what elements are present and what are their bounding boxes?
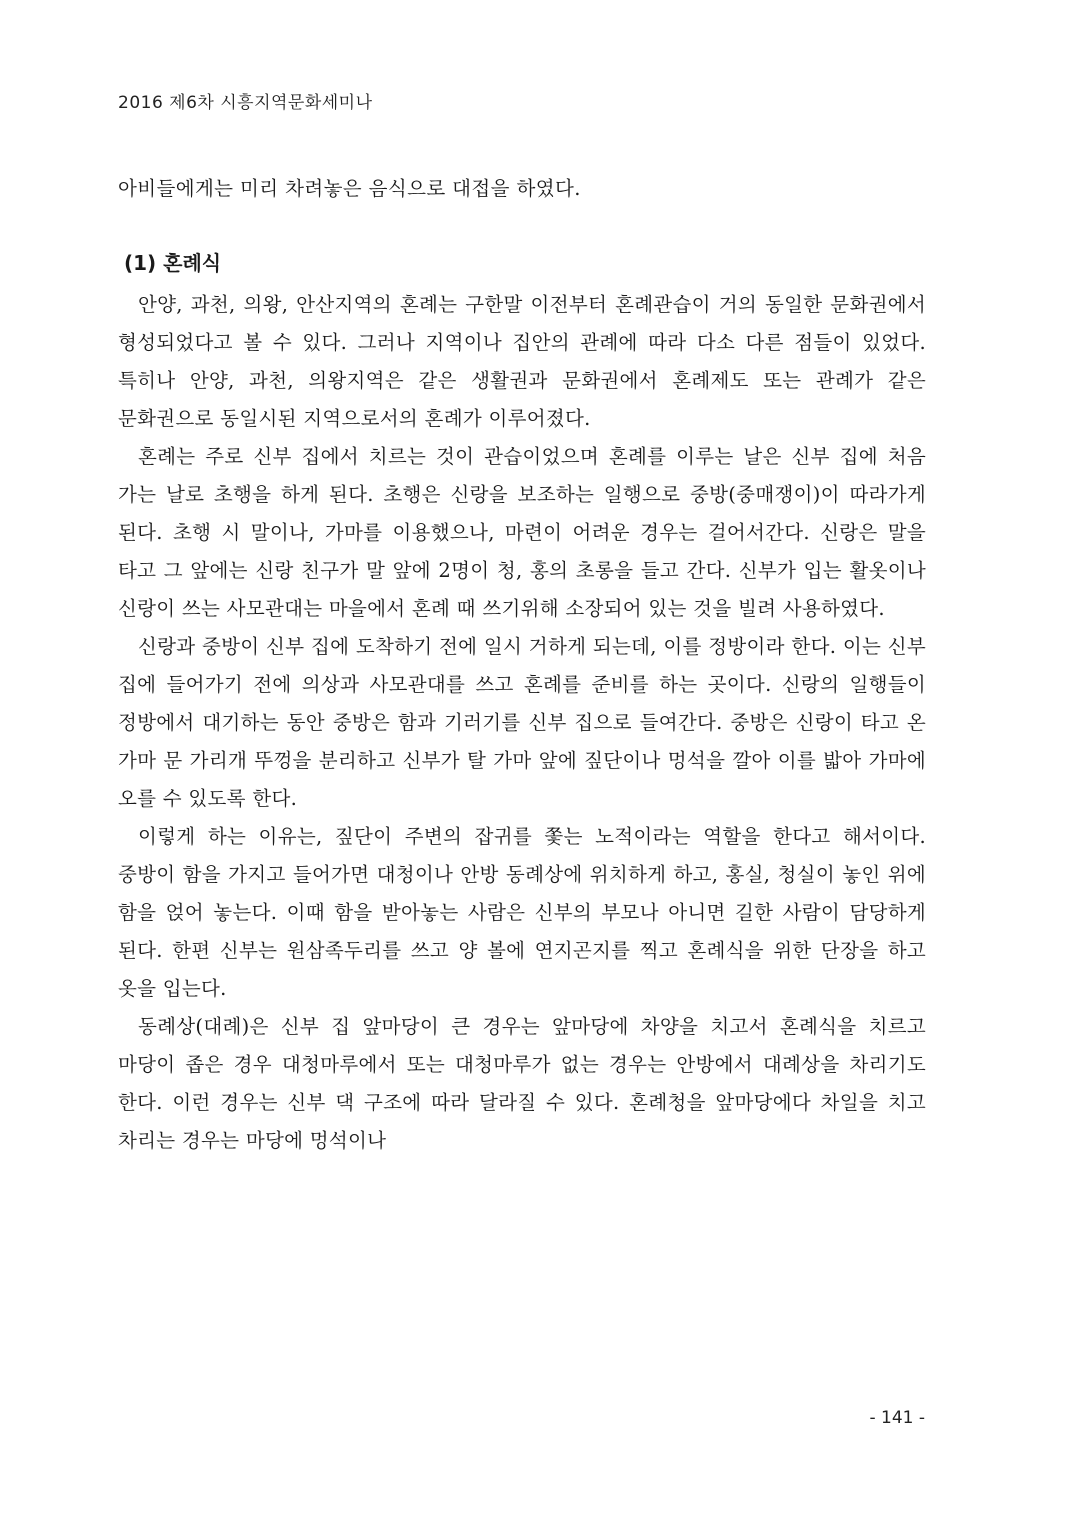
running-header: 2016 제6차 시흥지역문화세미나 — [118, 93, 373, 113]
page-number: - 141 - — [869, 1408, 925, 1428]
paragraph: 혼례는 주로 신부 집에서 치르는 것이 관습이었으며 혼례를 이루는 날은 신부 집에 처음 가는 날로 초행을 하게 된다. 초행은 신랑을 보조하는 일행으로 중방(중매쟁이)이 따라가게 된다. 초행 시 말이나, 가마를 이용했으나, 마련이 어려운 경우는 걸어서간다. 신랑은 말을 타고 그 앞에는 신랑 친구가 말 앞에 2명이 청, 홍의 초롱을 들고 간다. 신부가 입는 활옷이나 신랑이 쓰는 사모관대는 마을에서 혼례 때 쓰기위해 소장되어 있는 것을 빌려 사용하였다. — [118, 445, 926, 620]
continuation-line: 아비들에게는 미리 차려놓은 음식으로 대접을 하였다. — [118, 177, 581, 200]
paragraph: 이렇게 하는 이유는, 짚단이 주변의 잡귀를 쫓는 노적이라는 역할을 한다고 해서이다. 중방이 함을 가지고 들어가면 대청이나 안방 동례상에 위치하게 하고, 홍실, 청실이 놓인 위에 함을 얹어 놓는다. 이때 함을 받아놓는 사람은 신부의 부모나 아니면 길한 사람이 담당하게 된다. 한편 신부는 원삼족두리를 쓰고 양 볼에 연지곤지를 찍고 혼례식을 위한 단장을 하고 옷을 입는다. — [118, 825, 926, 1000]
section-heading: (1) 혼례식 — [124, 251, 222, 275]
page-body — [118, 170, 926, 1160]
paragraph: 신랑과 중방이 신부 집에 도착하기 전에 일시 거하게 되는데, 이를 정방이라 한다. 이는 신부 집에 들어가기 전에 의상과 사모관대를 쓰고 혼례를 준비를 하는 곳이다. 신랑의 일행들이 정방에서 대기하는 동안 중방은 함과 기러기를 신부 집으로 들여간다. 중방은 신랑이 타고 온 가마 문 가리개 뚜껑을 분리하고 신부가 탈 가마 앞에 짚단이나 멍석을 깔아 이를 밟아 가마에 오를 수 있도록 한다. — [118, 635, 926, 810]
paragraph: 동례상(대례)은 신부 집 앞마당이 큰 경우는 앞마당에 차양을 치고서 혼례식을 치르고 마당이 좁은 경우 대청마루에서 또는 대청마루가 없는 경우는 안방에서 대례상을 차리기도 한다. 이런 경우는 신부 댁 구조에 따라 달라질 수 있다. 혼례청을 앞마당에다 차일을 치고 차리는 경우는 마당에 멍석이나 — [118, 1015, 926, 1152]
paragraph: 안양, 과천, 의왕, 안산지역의 혼례는 구한말 이전부터 혼례관습이 거의 동일한 문화권에서 형성되었다고 볼 수 있다. 그러나 지역이나 집안의 관례에 따라 다소 다른 점들이 있었다. 특히나 안양, 과천, 의왕지역은 같은 생활권과 문화권에서 혼례제도 또는 관례가 같은 문화권으로 동일시된 지역으로서의 혼례가 이루어졌다. — [118, 293, 926, 430]
